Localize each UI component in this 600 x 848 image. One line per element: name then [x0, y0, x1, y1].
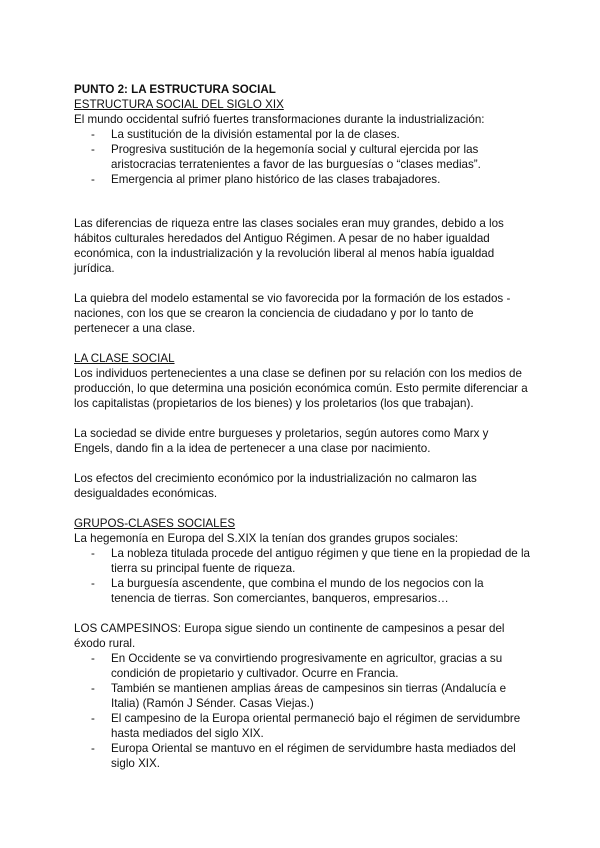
list-item: - La burguesía ascendente, que combina el mundo de los negocios con la tenencia de tierras. Son comerciantes, banqueros, empresarios…	[74, 576, 530, 606]
bullet-list-grupos	[74, 546, 530, 606]
paragraph-sociedad: La sociedad se divide entre burgueses y proletarios, según autores como Marx y Engels, dando fin a la idea de pertenecer a una clase por nacimiento.	[74, 427, 489, 455]
paragraph-individuos: Los individuos pertenecientes a una clase se definen por su relación con los medios de producción, lo que determina una posición económica común. Esto permite diferenciar a los capitalistas (propietarios de los bienes) y los proletarios (los que trabajan).	[74, 367, 528, 410]
list-item: - Emergencia al primer plano histórico de las clases trabajadores.	[74, 172, 530, 187]
page-title: PUNTO 2: LA ESTRUCTURA SOCIAL	[74, 83, 276, 96]
bullet-list-estructura	[74, 127, 530, 187]
section-intro-estructura: El mundo occidental sufrió fuertes transformaciones durante la industrialización:	[74, 113, 485, 126]
list-item: - La nobleza titulada procede del antiguo régimen y que tiene en la propiedad de la tierra su principal fuente de riqueza.	[74, 546, 530, 576]
list-item: - El campesino de la Europa oriental permaneció bajo el régimen de servidumbre hasta mediados del siglo XIX.	[74, 711, 530, 741]
list-item: - Progresiva sustitución de la hegemonía social y cultural ejercida por las aristocracias terratenientes a favor de las burguesías o “clases medias”.	[74, 142, 530, 172]
list-item: - En Occidente se va convirtiendo progresivamente en agricultor, gracias a su condición de propietario y cultivador. Ocurre en Francia.	[74, 651, 530, 681]
section-intro-campesinos: LOS CAMPESINOS: Europa sigue siendo un continente de campesinos a pesar del éxodo rural.	[74, 622, 505, 650]
paragraph-quiebra: La quiebra del modelo estamental se vio favorecida por la formación de los estados - naciones, con los que se crearon la conciencia de ciudadano y por lo tanto de pertenecer a una clase.	[74, 292, 511, 335]
section-heading-estructura: ESTRUCTURA SOCIAL DEL SIGLO XIX	[74, 98, 284, 111]
section-heading-grupos: GRUPOS-CLASES SOCIALES	[74, 517, 236, 530]
paragraph-riqueza: Las diferencias de riqueza entre las clases sociales eran muy grandes, debido a los hábitos culturales heredados del Antiguo Régimen. A pesar de no haber igualdad económica, con la industrialización y la revolución liberal al menos había igualdad jurídica.	[74, 217, 504, 275]
section-heading-clase-social: LA CLASE SOCIAL	[74, 352, 175, 365]
paragraph-efectos: Los efectos del crecimiento económico por la industrialización no calmaron las desigualdades económicas.	[74, 472, 477, 500]
bullet-list-campesinos	[74, 651, 530, 771]
list-item: - Europa Oriental se mantuvo en el régimen de servidumbre hasta mediados del siglo XIX.	[74, 741, 530, 771]
section-intro-grupos: La hegemonía en Europa del S.XIX la tenían dos grandes grupos sociales:	[74, 532, 459, 545]
list-item: - La sustitución de la división estamental por la de clases.	[74, 127, 530, 142]
list-item: - También se mantienen amplias áreas de campesinos sin tierras (Andalucía e Italia) (Ramón J Sénder. Casas Viejas.)	[74, 681, 530, 711]
